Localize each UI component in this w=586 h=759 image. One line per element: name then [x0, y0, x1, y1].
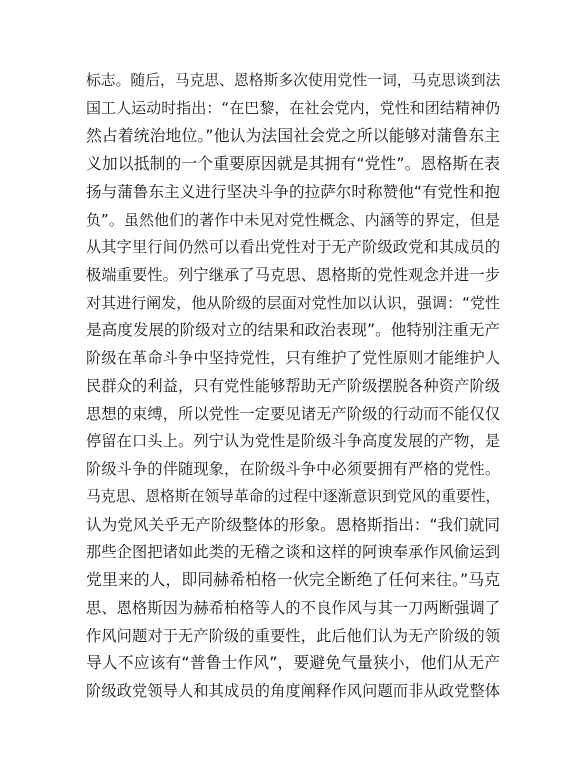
text-line-9: 对其进行阐发，他从阶级的层面对党性加以认识，强调：“党性: [86, 294, 500, 312]
text-line-3: 然占着统治地位。”他认为法国社会党之所以能够对蒲鲁东主: [86, 126, 500, 145]
text-line-13: 思想的束缚，所以党性一定要见诸无产阶级的行动而不能仅仅: [86, 405, 500, 423]
text-line-19: 党里来的人，即同赫希柏格一伙完全断绝了任何来往。”马克: [86, 570, 500, 589]
text-line-1: 标志。随后，马克思、恩格斯多次使用党性一词，马克思谈到法: [86, 72, 500, 89]
text-line-8: 极端重要性。列宁继承了马克思、恩格斯的党性观念并进一步: [86, 266, 500, 284]
text-line-10: 是高度发展的阶级对立的结果和政治表现”。他特别注重无产: [86, 321, 500, 339]
text-line-12: 民群众的利益，只有党性能够帮助无产阶级摆脱各种资产阶级: [86, 377, 500, 395]
text-line-4: 义加以抵制的一个重要原因就是其拥有“党性”。恩格斯在表: [86, 154, 500, 173]
text-line-6: 负”。虽然他们的著作中未见对党性概念、内涵等的界定，但是: [86, 211, 500, 229]
text-line-22: 导人不应该有“普鲁士作风”，要避免气量狭小，他们从无产: [86, 653, 500, 672]
text-line-23: 阶级政党领导人和其成员的角度阐释作风问题而非从政党整体: [86, 682, 500, 700]
text-line-5: 扬与蒲鲁东主义进行坚决斗争的拉萨尔时称赞他“有党性和抱: [86, 183, 500, 201]
text-line-20: 思、恩格斯因为赫希柏格等人的不良作风与其一刀两断强调了: [86, 599, 500, 617]
text-line-14: 停留在口头上。列宁认为党性是阶级斗争高度发展的产物，是: [86, 432, 500, 450]
text-line-7: 从其字里行间仍然可以看出党性对于无产阶级政党和其成员的: [86, 238, 500, 256]
text-line-18: 那些企图把诸如此类的无稽之谈和这样的阿谀奉承作风偷运到: [86, 543, 500, 561]
text-line-15: 阶级斗争的伴随现象，在阶级斗争中必须要拥有严格的党性。: [86, 460, 500, 478]
text-line-11: 阶级在革命斗争中坚持党性，只有维护了党性原则才能维护人: [86, 349, 500, 367]
text-line-17: 认为党风关乎无产阶级整体的形象。恩格斯指出：“我们就同: [86, 516, 500, 534]
text-line-21: 作风问题对于无产阶级的重要性，此后他们认为无产阶级的领: [86, 627, 500, 645]
text-line-2: 国工人运动时指出：“在巴黎，在社会党内，党性和团结精神仍: [86, 99, 500, 117]
text-line-16: 马克思、恩格斯在领导革命的过程中逐渐意识到党风的重要性，: [86, 488, 500, 505]
